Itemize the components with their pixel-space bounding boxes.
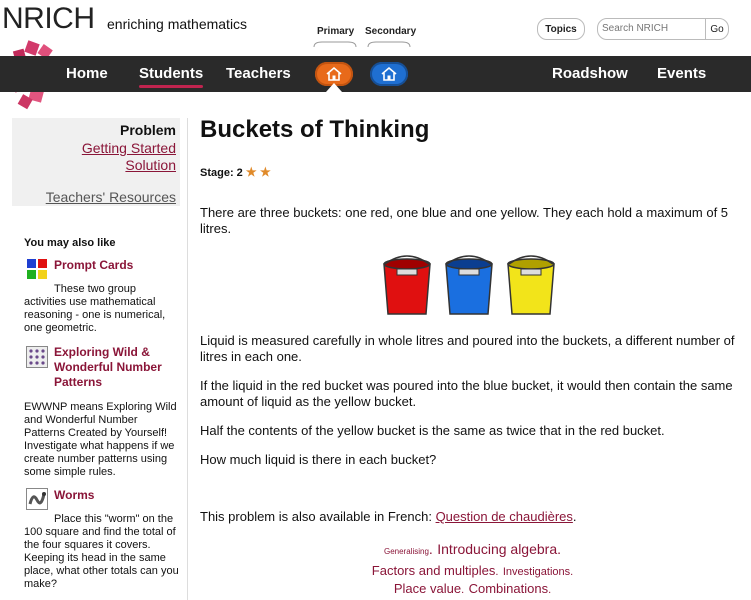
tag-introducing-algebra[interactable]: Introducing algebra — [437, 541, 558, 557]
tab-getting-started[interactable]: Getting Started — [81, 140, 176, 156]
tag-generalising[interactable]: Generalising — [383, 547, 429, 556]
number-patterns-icon[interactable] — [26, 346, 48, 368]
secondary-brace-icon — [366, 40, 412, 48]
active-underline — [139, 85, 203, 88]
nav-home[interactable]: Home — [66, 65, 108, 82]
nav-teachers[interactable]: Teachers — [226, 65, 291, 82]
french-suffix: . — [572, 509, 577, 524]
search-box — [597, 18, 729, 40]
page-title: Buckets of Thinking — [200, 116, 430, 143]
house-icon — [325, 66, 343, 82]
tag-investigations[interactable]: Investigations — [502, 566, 571, 578]
primary-label[interactable]: Primary — [317, 26, 355, 37]
problem-paragraph-2: Liquid is measured carefully in whole litres and poured into the buckets, a different number of litres in each one. — [200, 333, 735, 364]
secondary-home-button[interactable] — [370, 62, 408, 86]
tab-solution[interactable]: Solution — [125, 157, 176, 173]
you-may-also-like-heading: You may also like — [24, 237, 116, 249]
problem-intro: There are three buckets: one red, one blue and one yellow. They each hold a maximum of 5 litres. — [200, 205, 729, 236]
buckets-illustration — [380, 252, 560, 318]
nav-students[interactable] — [139, 65, 203, 82]
rec-desc-number-patterns: EWWNP means Exploring Wild and Wonderful Number Patterns Created by Yourself! Investigate what happens if we create number patterns using some simple rules. — [24, 401, 177, 478]
french-version-note — [200, 509, 745, 525]
problem-tabs-panel — [12, 118, 180, 206]
site-logo-text[interactable]: NRICH — [2, 2, 95, 35]
nav-roadshow[interactable]: Roadshow — [552, 65, 628, 82]
tag-factors-and-multiples[interactable]: Factors and multiples — [371, 563, 496, 578]
tab-problem[interactable]: Problem — [119, 122, 176, 138]
rec-title-worms[interactable]: Worms — [54, 488, 95, 502]
stage-stars-icon: ★ ★ — [245, 165, 271, 179]
secondary-label[interactable]: Secondary — [365, 26, 417, 37]
stage-label: Stage: 2 — [200, 167, 243, 179]
problem-question: How much liquid is there in each bucket? — [200, 452, 437, 467]
rec-title-prompt-cards[interactable]: Prompt Cards — [54, 258, 134, 272]
problem-paragraph-3: If the liquid in the red bucket was poured into the blue bucket, it would then contain the same amount of liquid as the yellow bucket. — [200, 378, 733, 409]
nav-students-label: Students — [139, 65, 204, 82]
french-version-link[interactable]: Question de chaudières — [435, 509, 573, 524]
main-nav — [0, 56, 751, 92]
topic-tags-row-3: Place value. Combinations. — [393, 581, 552, 596]
active-pill-pointer — [326, 83, 342, 92]
topics-button[interactable]: Topics — [537, 18, 585, 40]
nav-events[interactable]: Events — [657, 65, 707, 82]
search-go-button[interactable]: Go — [705, 19, 728, 39]
red-bucket-icon — [384, 256, 430, 314]
primary-brace-icon — [312, 40, 358, 48]
search-input[interactable] — [602, 21, 702, 35]
worms-icon[interactable] — [26, 488, 48, 510]
yellow-bucket-icon — [508, 256, 554, 314]
stage-indicator — [200, 165, 271, 179]
rec-title-number-patterns[interactable]: Exploring Wild & Wonderful Number Patterns — [54, 345, 162, 389]
problem-paragraph-4: Half the contents of the yellow bucket is the same as twice that in the red bucket. — [200, 423, 665, 438]
tag-place-value[interactable]: Place value — [393, 581, 462, 596]
tag-combinations[interactable]: Combinations — [468, 581, 549, 596]
topic-tags-row-2: Factors and multiples. Investigations. — [371, 563, 574, 578]
site-tagline: enriching mathematics — [107, 16, 248, 32]
prompt-cards-icon[interactable] — [26, 258, 48, 280]
rec-desc-worms: Place this "worm" on the 100 square and find the total of the four squares it covers. Keeping its head in the same place, what other totals can you make? — [24, 513, 179, 590]
rec-desc-prompt-cards: These two group activities use mathematical reasoning - one is numerical, one geometric. — [24, 283, 166, 334]
topic-tags-row-1: Generalising. Introducing algebra. — [383, 541, 562, 557]
blue-bucket-icon — [446, 256, 492, 314]
tab-teachers-resources[interactable]: Teachers' Resources — [45, 189, 176, 205]
house-icon — [380, 66, 398, 82]
sidebar-divider — [187, 118, 188, 600]
french-prefix: This problem is also available in French: — [200, 509, 436, 524]
